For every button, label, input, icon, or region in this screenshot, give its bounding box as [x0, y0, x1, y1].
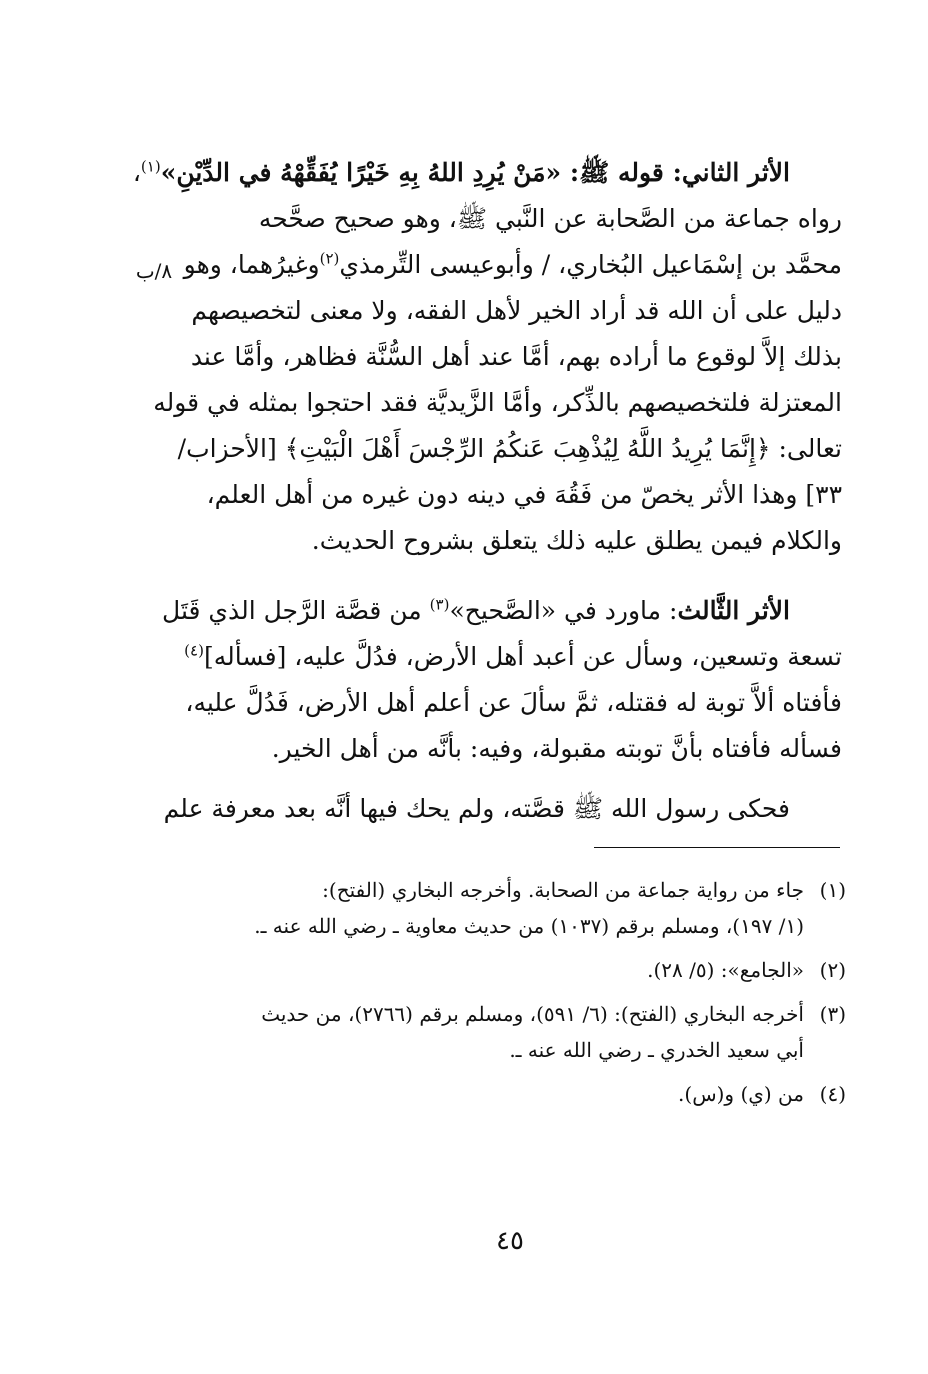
footnote — [180, 952, 846, 988]
text-line — [174, 242, 842, 288]
text-segment: من قصَّة الرَّجل الذي قَتَل — [162, 596, 422, 625]
text-line — [174, 634, 842, 680]
text-line: فحكى رسول الله ﷺ قصَّته، ولم يحك فيها أنَّه بعد معرفة علم — [163, 794, 790, 823]
footnote-ref: (١) — [140, 157, 161, 176]
footnote-ref: (٢) — [319, 249, 340, 268]
paragraph-athar-3 — [162, 588, 842, 772]
section-heading: الأثر الثاني — [681, 158, 790, 187]
footnote-line: أخرجه البخاري (الفتح): (٦/ ٥٩١)، ومسلم برقم (٢٧٦٦)، من حديث — [261, 1002, 804, 1026]
text-line — [162, 588, 842, 634]
footnote-text — [180, 996, 804, 1068]
footnote — [180, 1076, 846, 1112]
footnote-number: (٢) — [819, 958, 846, 982]
footnote-line: (١/ ١٩٧)، ومسلم برقم (١٠٣٧) من حديث معاوية ـ رضي الله عنه ـ. — [254, 914, 804, 938]
text-segment: تسعة وتسعين، وسأل عن أعبد أهل الأرض، فدُلَّ عليه، [فسأله] — [203, 642, 842, 671]
footnote-line: جاء من رواية جماعة من الصحابة. وأخرجه البخاري (الفتح): — [322, 878, 804, 902]
text-segment: وغيرُهما، وهو — [183, 250, 320, 279]
text-line: رواه جماعة من الصَّحابة عن النَّبي ﷺ، وهو صحيح صحَّحه — [258, 204, 842, 233]
text-segment: محمَّد بن إسْمَاعيل البُخاري، / وأبوعيسى التِّرمذي — [339, 250, 842, 279]
footnote-line: «الجامع»: (٥/ ٢٨). — [647, 958, 804, 982]
text-line — [132, 150, 842, 196]
footnote-ref: (٤) — [184, 641, 204, 660]
footnote-separator — [594, 847, 840, 848]
footnote-number: (٣) — [819, 1002, 846, 1026]
footnote-ref: (٣) — [429, 595, 450, 614]
text-line: فأفتاه ألاَّ توبة له فقتله، ثمَّ سألَ عن أعلم أهل الأرض، فَدُلَّ عليه، — [185, 688, 842, 717]
footnote-line: أبي سعيد الخدري ـ رضي الله عنه ـ. — [509, 1038, 804, 1062]
text-segment: : ماورد في «الصَّحيح» — [449, 596, 678, 625]
page-number: ٤٥ — [496, 1226, 524, 1256]
text-line: المعتزلة فلتخصيصهم بالذِّكر، وأمَّا الزَّيديَّة فقد احتجوا بمثله في قوله — [153, 388, 842, 417]
text-line: بذلك إلاَّ لوقوع ما أراده بهم، أمَّا عند أهل السُّنَّة فظاهر، وأمَّا عند — [190, 342, 842, 371]
footnote — [180, 996, 846, 1068]
text-line: ٣٣] وهذا الأثر يخصّ من فَقُهَ في دينه دون غيره من أهل العلم، — [206, 480, 842, 509]
manuscript-folio-note: ٨/ب — [135, 259, 173, 283]
text-line: دليل على أن الله قد أراد الخير لأهل الفقه، ولا معنى لتخصيصهم — [191, 296, 842, 325]
text-line: تعالى: ﴿إِنَّمَا يُرِيدُ اللَّهُ لِيُذْهِبَ عَنكُمُ الرِّجْسَ أَهْلَ الْبَيْتِ﴾ [الأحزاب/ — [177, 434, 842, 463]
footnote — [180, 872, 846, 944]
footnote-text — [180, 872, 804, 944]
footnote-number: (٤) — [819, 1082, 846, 1106]
hadith-quote: : قوله ﷺ: «مَنْ يُرِدِ اللهُ بِهِ خَيْرًا يُفَقِّهْهُ في الدِّيْنِ» — [160, 158, 682, 187]
line-end: ، — [132, 158, 141, 187]
text-line: والكلام فيمن يطلق عليه ذلك يتعلق بشروح الحديث. — [311, 526, 842, 555]
footnote-text — [180, 952, 804, 988]
paragraph-continuation — [163, 786, 842, 832]
footnote-line: من (ي) و(س). — [678, 1082, 804, 1106]
footnotes — [180, 872, 846, 1120]
text-line: فسأله فأفتاه بأنَّ توبته مقبولة، وفيه: بأنَّه من أهل الخير. — [271, 734, 842, 763]
footnote-text — [180, 1076, 804, 1112]
section-heading: الأثر الثَّالث — [677, 596, 790, 625]
footnote-number: (١) — [819, 878, 846, 902]
